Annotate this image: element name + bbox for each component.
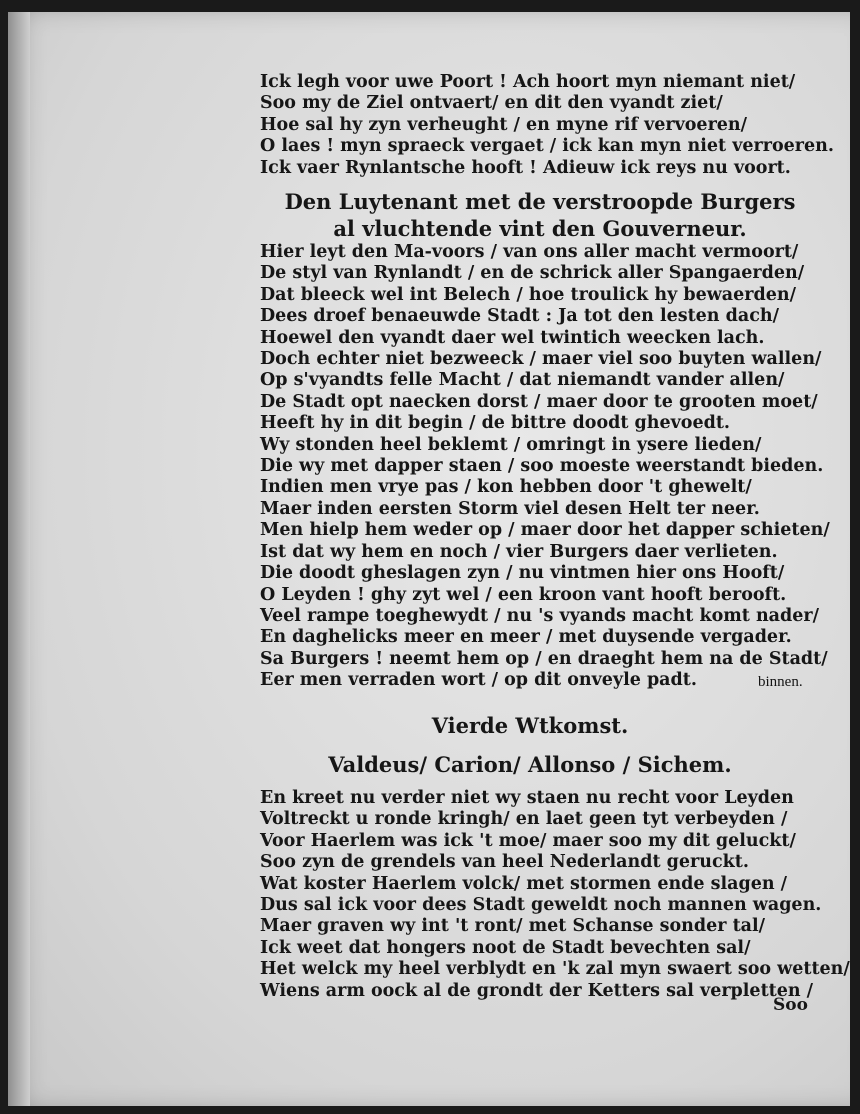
verse-line: Soo my de Ziel ontvaert/ en dit den vyandt ziet/: [260, 93, 723, 114]
verse-stanza-1: [260, 72, 834, 179]
verse-line: Op s'vyandts felle Macht / dat niemandt vander allen/: [260, 370, 785, 391]
verse-line: Doch echter niet bezweeck / maer viel soo buyten wallen/: [260, 349, 822, 370]
verse-line: Sa Burgers ! neemt hem op / en draeght hem na de Stadt/: [260, 648, 828, 669]
verse-line: En daghelicks meer en meer / met duysende vergader.: [260, 627, 792, 648]
verse-line: Heeft hy in dit begin / de bittre doodt ghevoedt.: [260, 413, 731, 434]
verse-line: Dees droef benaeuwde Stadt : Ja tot den lesten dach/: [260, 306, 779, 327]
verse-line: Maer graven wy int 't ront/ met Schanse sonder tal/: [260, 916, 766, 937]
verse-stanza-2: [260, 242, 830, 692]
verse-line: Het welck my heel verblydt en 'k zal myn swaert soo wetten/: [260, 959, 850, 980]
verse-line: Wy stonden heel beklemt / omringt in ysere lieden/: [260, 434, 762, 455]
verse-line: Ick weet dat hongers noot de Stadt bevechten sal/: [260, 937, 751, 958]
verse-line: Men hielp hem weder op / maer door het dapper schieten/: [260, 520, 830, 541]
verse-line: Ist dat wy hem en noch / vier Burgers daer verlieten.: [260, 541, 778, 562]
verse-line: En kreet nu verder niet wy staen nu recht voor Leyden: [260, 788, 794, 808]
page-gutter-shadow: [8, 12, 30, 1106]
verse-line: Veel rampe toeghewydt / nu 's vyands macht komt nader/: [260, 605, 820, 626]
verse-line: Dus sal ick voor dees Stadt geweldt noch mannen wagen.: [260, 895, 822, 916]
verse-line: Voltreckt u ronde kringh/ en laet geen tyt verbeyden /: [260, 809, 788, 830]
verse-line: Hier leyt den Ma-voors / van ons aller macht vermoort/: [260, 242, 799, 262]
verse-line: Voor Haerlem was ick 't moe/ maer soo my dit geluckt/: [260, 830, 796, 851]
heading-line: Den Luytenant met de verstroopde Burgers: [284, 189, 796, 214]
verse-line: Ick vaer Rynlantsche hooft ! Adieuw ick reys nu voort.: [260, 157, 791, 178]
catchword: Soo: [773, 995, 808, 1015]
verse-line: Wat koster Haerlem volck/ met stormen ende slagen /: [260, 873, 788, 894]
verse-line: Hoe sal hy zyn verheught / en myne rif vervoeren/: [260, 114, 748, 135]
verse-line: Maer inden eersten Storm viel desen Helt ter neer.: [260, 498, 760, 519]
scene-heading-lieutenant: [270, 188, 810, 242]
verse-line: Soo zyn de grendels van heel Nederlandt geruckt.: [260, 852, 749, 873]
verse-line: O Leyden ! ghy zyt wel / een kroon vant hooft berooft.: [260, 584, 787, 605]
verse-line: De styl van Rynlandt / en de schrick aller Spangaerden/: [260, 263, 805, 284]
character-list-heading: Valdeus/ Carion/ Allonso / Sichem.: [328, 752, 732, 777]
verse-line: De Stadt opt naecken dorst / maer door te grooten moet/: [260, 391, 818, 412]
stage-direction: binnen.: [758, 674, 803, 690]
verse-line: Hoewel den vyandt daer wel twintich weecken lach.: [260, 327, 765, 348]
verse-line: Wiens arm oock al de grondt der Ketters sal verpletten /: [260, 980, 814, 1001]
verse-line: Eer men verraden wort / op dit onveyle padt.: [260, 670, 697, 691]
scene-heading-fourth-entrance: Vierde Wtkomst.: [431, 713, 629, 738]
verse-line: Die doodt gheslagen zyn / nu vintmen hier ons Hooft/: [260, 563, 785, 584]
verse-line: O laes ! myn spraeck vergaet / ick kan myn niet verroeren.: [260, 136, 834, 157]
verse-line: Ick legh voor uwe Poort ! Ach hoort myn niemant niet/: [260, 72, 796, 92]
verse-line: Dat bleeck wel int Belech / hoe troulick hy bewaerden/: [260, 284, 796, 305]
book-page: [8, 12, 850, 1106]
verse-stanza-3: [260, 788, 850, 1002]
verse-line: Indien men vrye pas / kon hebben door 't ghewelt/: [260, 477, 752, 498]
heading-line: al vluchtende vint den Gouverneur.: [333, 216, 747, 241]
verse-line: Die wy met dapper staen / soo moeste weerstandt bieden.: [260, 456, 824, 477]
